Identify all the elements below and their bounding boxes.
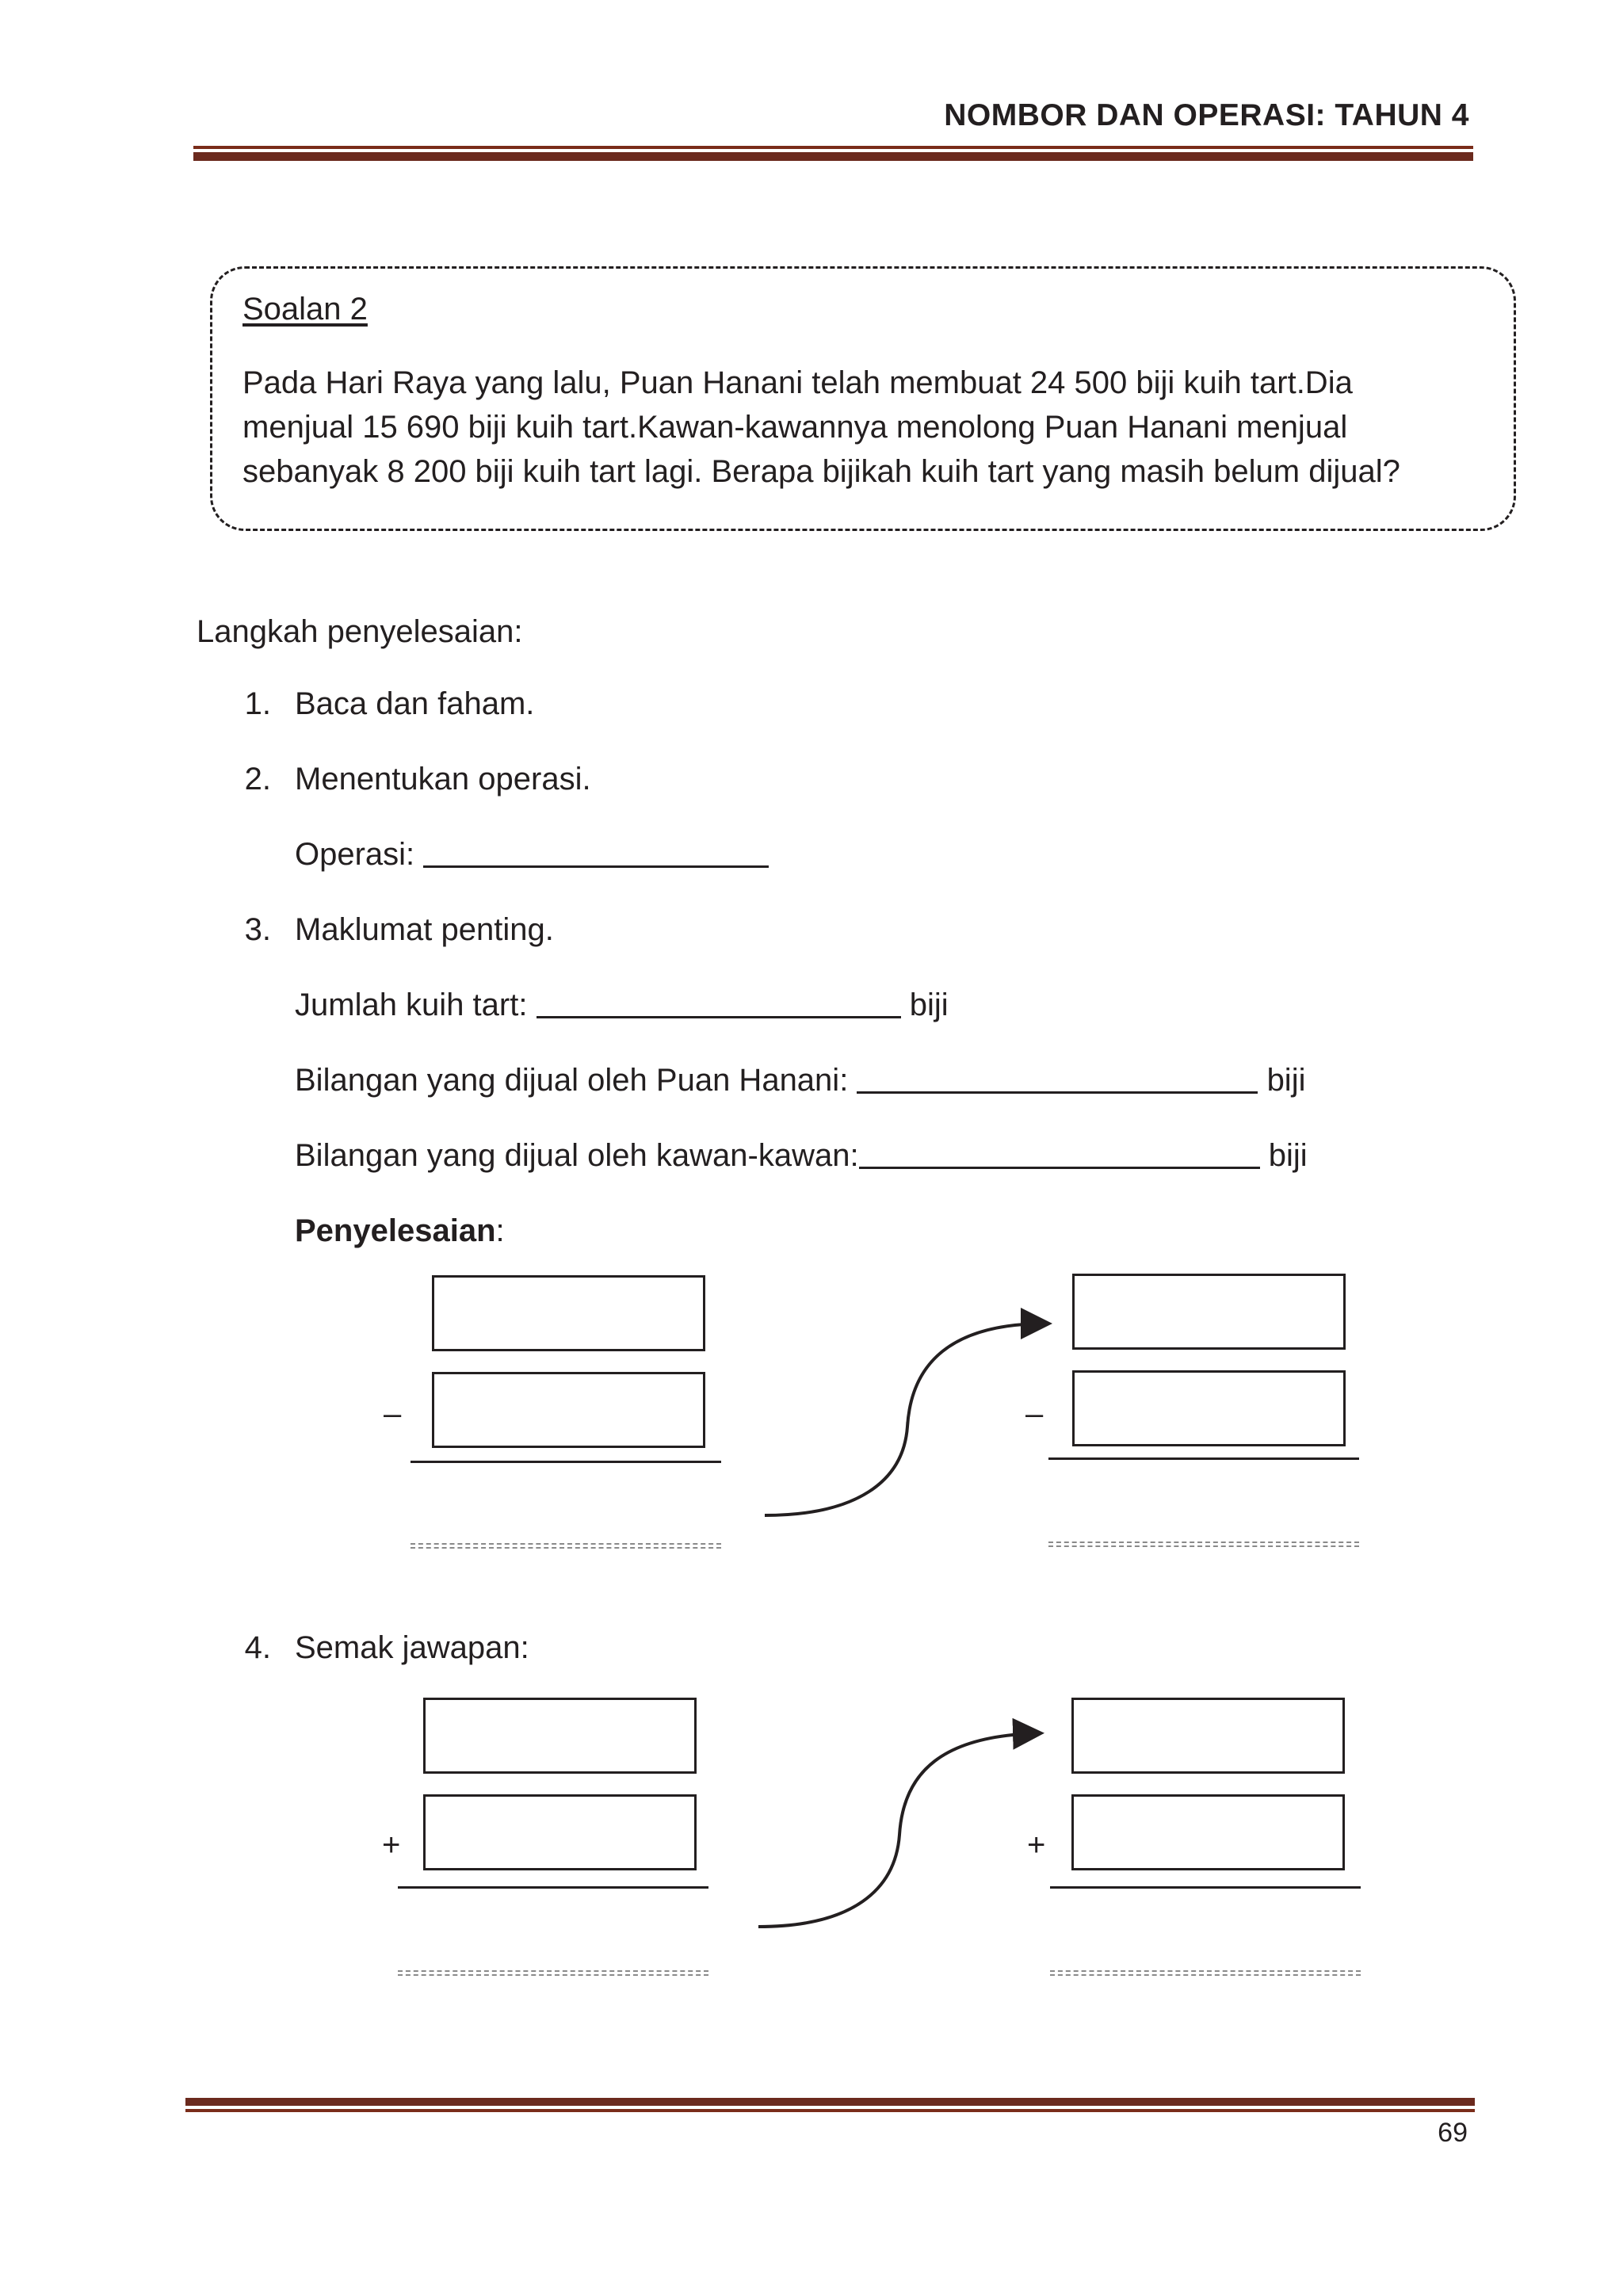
minus-sign: – (384, 1396, 402, 1431)
total-tarts-field (295, 988, 949, 1023)
minuend-box-1[interactable] (432, 1275, 705, 1351)
double-underline (1050, 1970, 1361, 1976)
double-underline (1048, 1541, 1359, 1547)
double-underline (398, 1970, 708, 1976)
header-rule (193, 146, 1473, 149)
footer-rule (185, 2109, 1475, 2112)
arrow-icon (753, 1308, 1070, 1530)
step-label: Baca dan faham. (295, 686, 535, 721)
question-line: Pada Hari Raya yang lalu, Puan Hanani telah membuat 24 500 biji kuih tart.Dia (242, 365, 1353, 400)
step-label: Maklumat penting. (295, 912, 554, 947)
step-label: Menentukan operasi. (295, 762, 591, 797)
page-number: 69 (1438, 2118, 1468, 2148)
total-tarts-answer-line[interactable] (537, 988, 901, 1018)
result-line (411, 1461, 721, 1463)
plus-sign: + (1027, 1828, 1046, 1862)
unit-label: biji (909, 988, 949, 1022)
double-underline (411, 1543, 721, 1549)
step-label: Semak jawapan: (295, 1630, 529, 1665)
sold-by-friends-field (295, 1138, 1308, 1174)
header-rule-thick (193, 152, 1473, 161)
addend-box-4[interactable] (1071, 1794, 1345, 1870)
unit-label: biji (1266, 1063, 1306, 1098)
step-number: 2. (244, 762, 271, 797)
sold-by-hanani-field (295, 1063, 1305, 1098)
page-header-title: NOMBOR DAN OPERASI: TAHUN 4 (944, 98, 1469, 132)
addend-box-2[interactable] (423, 1794, 697, 1870)
sold-by-hanani-label: Bilangan yang dijual oleh Puan Hanani: (295, 1063, 849, 1098)
question-text (242, 361, 1495, 494)
step-number: 1. (244, 686, 271, 721)
operation-field (295, 837, 769, 873)
step-number: 3. (244, 912, 271, 947)
sold-by-friends-answer-line[interactable] (859, 1138, 1260, 1169)
operation-field-label: Operasi: (295, 837, 415, 872)
result-line (398, 1886, 708, 1889)
unit-label: biji (1268, 1138, 1308, 1173)
minuend-box-2[interactable] (1072, 1274, 1346, 1350)
plus-sign: + (382, 1828, 401, 1862)
addend-box-1[interactable] (423, 1698, 697, 1774)
subtrahend-box-1[interactable] (432, 1372, 705, 1448)
solution-heading (295, 1213, 505, 1249)
solution-colon: : (495, 1213, 505, 1248)
result-line (1050, 1886, 1361, 1889)
step-number: 4. (244, 1630, 271, 1665)
subtrahend-box-2[interactable] (1072, 1370, 1346, 1446)
addend-box-3[interactable] (1071, 1698, 1345, 1774)
question-line: sebanyak 8 200 biji kuih tart lagi. Berapa bijikah kuih tart yang masih belum dijual? (242, 454, 1400, 489)
minus-sign: – (1025, 1396, 1044, 1431)
steps-intro: Langkah penyelesaian: (197, 614, 523, 649)
solution-label: Penyelesaian (295, 1213, 496, 1248)
sold-by-hanani-answer-line[interactable] (857, 1063, 1258, 1094)
question-line: menjual 15 690 biji kuih tart.Kawan-kawannya menolong Puan Hanani menjual (242, 410, 1348, 445)
sold-by-friends-label: Bilangan yang dijual oleh kawan-kawan: (295, 1138, 859, 1173)
question-title: Soalan 2 (242, 292, 368, 327)
footer-rule-thick (185, 2098, 1475, 2106)
operation-answer-line[interactable] (423, 837, 769, 868)
total-tarts-label: Jumlah kuih tart: (295, 988, 528, 1022)
arrow-icon (749, 1716, 1066, 1942)
result-line (1048, 1457, 1359, 1460)
